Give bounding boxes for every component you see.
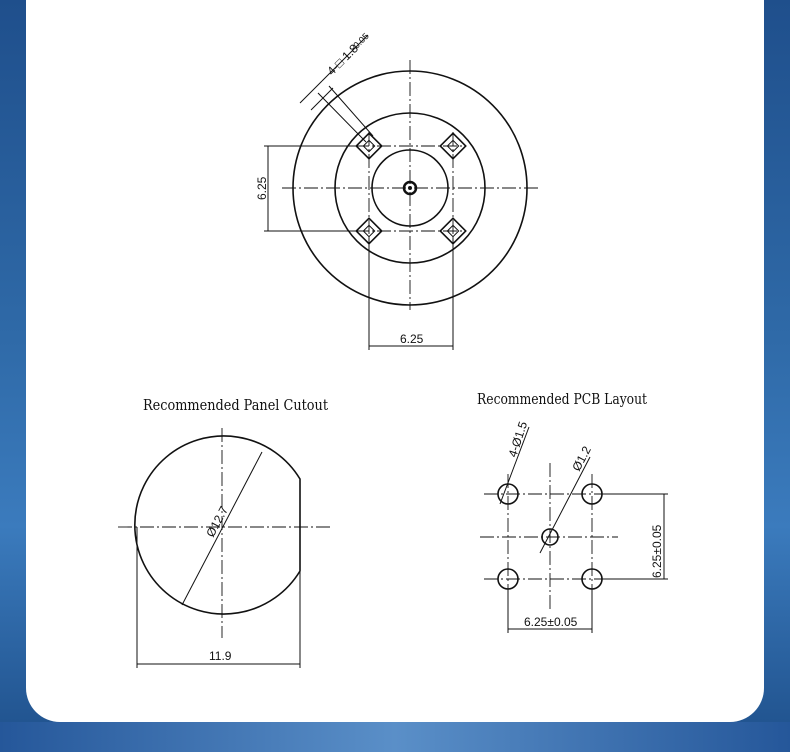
dim-horizontal-label: 6.25 [400, 332, 424, 346]
pcb-dim-vertical-label: 6.25±0.05 [650, 524, 664, 578]
top-view [255, 31, 540, 350]
pcb-layout [477, 390, 668, 633]
pcb-outer-hole-label: 4-Ø1.5 [505, 419, 531, 459]
pcb-dim-horizontal-label: 6.25±0.05 [524, 615, 578, 629]
hole-callout-label: 4-□ 1.8 [324, 41, 361, 79]
pcb-layout-title: Recommended PCB Layout [477, 390, 647, 408]
panel-cutout [118, 396, 330, 668]
dim-vertical [264, 146, 362, 231]
cutout-width-label: 11.9 [209, 649, 232, 663]
hole-callout-tolerance: 0.05 [351, 30, 371, 51]
pcb-center-hole-label: Ø1.2 [569, 443, 594, 474]
dim-vertical-label: 6.25 [255, 176, 269, 200]
cutout-diameter-label: Ø12.7 [203, 503, 232, 540]
panel-cutout-title: Recommended Panel Cutout [143, 396, 328, 414]
